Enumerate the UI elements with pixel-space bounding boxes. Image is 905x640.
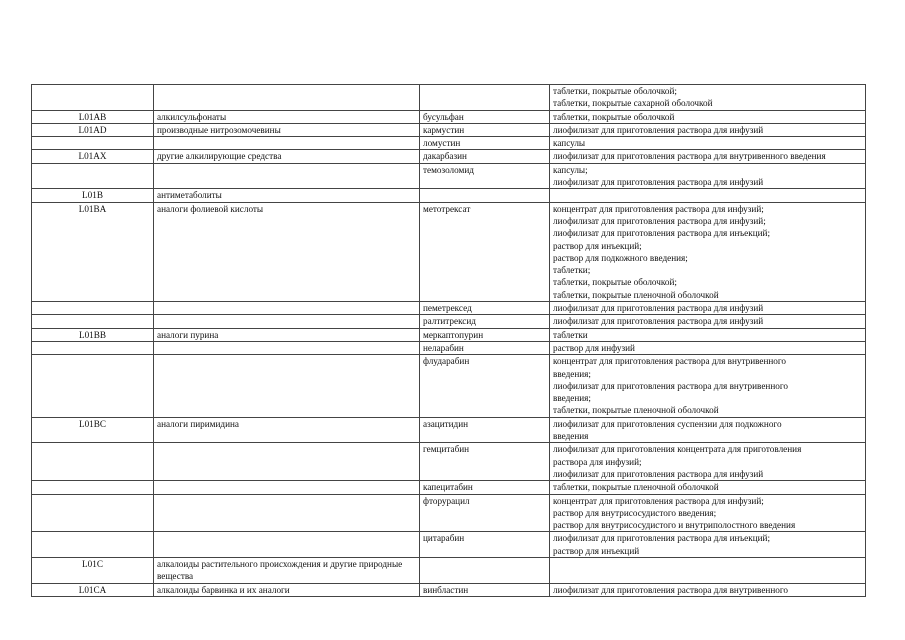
drug-name-cell: кармустин xyxy=(420,123,550,136)
group-name-cell: производные нитрозомочевины xyxy=(154,123,420,136)
atc-code-cell xyxy=(32,302,154,315)
atc-code-cell xyxy=(32,137,154,150)
dosage-forms-cell: лиофилизат для приготовления концентрата для приготовления раствора для инфузий; лиофилизат для приготовления раствора для инфузий xyxy=(550,443,866,481)
drug-name-cell: неларабин xyxy=(420,341,550,354)
drug-name-cell: ломустин xyxy=(420,137,550,150)
drug-name-cell: пеметрексед xyxy=(420,302,550,315)
dosage-forms-cell: лиофилизат для приготовления раствора для внутривенного xyxy=(550,583,866,596)
dosage-forms-cell: концентрат для приготовления раствора для инфузий; лиофилизат для приготовления раствора для инфузий; лиофилизат для приготовления раствора для инъекций; раствор для инъекций; раствор для подкожного введения; таблетки; таблетки, покрытые оболочкой; таблетки, покрытые пленочной оболочкой xyxy=(550,202,866,301)
table-row xyxy=(32,443,866,481)
dosage-forms-cell: лиофилизат для приготовления раствора для инфузий xyxy=(550,123,866,136)
dosage-forms-cell: лиофилизат для приготовления раствора для внутривенного введения xyxy=(550,150,866,163)
atc-code-cell: L01B xyxy=(32,189,154,202)
drug-name-cell xyxy=(420,557,550,583)
atc-code-cell: L01AB xyxy=(32,110,154,123)
table-row xyxy=(32,417,866,443)
group-name-cell: аналоги пурина xyxy=(154,328,420,341)
group-name-cell: антиметаболиты xyxy=(154,189,420,202)
dosage-forms-cell: таблетки, покрытые оболочкой xyxy=(550,110,866,123)
group-name-cell xyxy=(154,137,420,150)
drug-name-cell: темозоломид xyxy=(420,163,550,189)
atc-code-cell: L01CA xyxy=(32,583,154,596)
atc-code-cell xyxy=(32,355,154,417)
group-name-cell: аналоги пиримидина xyxy=(154,417,420,443)
drug-name-cell: азацитидин xyxy=(420,417,550,443)
atc-code-cell xyxy=(32,315,154,328)
drug-table xyxy=(31,84,866,597)
table-row xyxy=(32,315,866,328)
group-name-cell xyxy=(154,163,420,189)
atc-code-cell xyxy=(32,481,154,494)
atc-code-cell: L01AX xyxy=(32,150,154,163)
drug-name-cell: меркаптопурин xyxy=(420,328,550,341)
atc-code-cell xyxy=(32,532,154,558)
atc-code-cell: L01C xyxy=(32,557,154,583)
group-name-cell: алкалоиды растительного происхождения и другие природные вещества xyxy=(154,557,420,583)
table-row xyxy=(32,150,866,163)
table-row xyxy=(32,328,866,341)
table-row xyxy=(32,532,866,558)
group-name-cell: алкалоиды барвинка и их аналоги xyxy=(154,583,420,596)
group-name-cell xyxy=(154,443,420,481)
table-row xyxy=(32,355,866,417)
dosage-forms-cell xyxy=(550,189,866,202)
atc-code-cell xyxy=(32,494,154,532)
table-row xyxy=(32,494,866,532)
group-name-cell xyxy=(154,341,420,354)
table-body xyxy=(32,85,866,597)
dosage-forms-cell xyxy=(550,557,866,583)
dosage-forms-cell: таблетки xyxy=(550,328,866,341)
drug-name-cell xyxy=(420,85,550,111)
dosage-forms-cell: концентрат для приготовления раствора для внутривенного введения; лиофилизат для приготовления раствора для внутривенного введения; таблетки, покрытые пленочной оболочкой xyxy=(550,355,866,417)
drug-name-cell: ралтитрексид xyxy=(420,315,550,328)
dosage-forms-cell: лиофилизат для приготовления суспензии для подкожного введения xyxy=(550,417,866,443)
table-row xyxy=(32,137,866,150)
dosage-forms-cell: концентрат для приготовления раствора для инфузий; раствор для внутрисосудистого введения; раствор для внутрисосудистого и внутриполостного введения xyxy=(550,494,866,532)
table-row xyxy=(32,302,866,315)
dosage-forms-cell: таблетки, покрытые оболочкой; таблетки, покрытые сахарной оболочкой xyxy=(550,85,866,111)
group-name-cell xyxy=(154,302,420,315)
group-name-cell xyxy=(154,494,420,532)
table-row xyxy=(32,583,866,596)
group-name-cell: аналоги фолиевой кислоты xyxy=(154,202,420,301)
table-row xyxy=(32,163,866,189)
atc-code-cell xyxy=(32,443,154,481)
drug-name-cell: цитарабин xyxy=(420,532,550,558)
table-row xyxy=(32,189,866,202)
atc-code-cell: L01BB xyxy=(32,328,154,341)
table-row xyxy=(32,481,866,494)
dosage-forms-cell: лиофилизат для приготовления раствора для инъекций; раствор для инъекций xyxy=(550,532,866,558)
table-row xyxy=(32,110,866,123)
dosage-forms-cell: капсулы; лиофилизат для приготовления раствора для инфузий xyxy=(550,163,866,189)
atc-code-cell: L01BC xyxy=(32,417,154,443)
drug-name-cell: винбластин xyxy=(420,583,550,596)
atc-code-cell xyxy=(32,85,154,111)
group-name-cell xyxy=(154,481,420,494)
dosage-forms-cell: таблетки, покрытые пленочной оболочкой xyxy=(550,481,866,494)
drug-name-cell: гемцитабин xyxy=(420,443,550,481)
drug-name-cell: бусульфан xyxy=(420,110,550,123)
group-name-cell: алкилсульфонаты xyxy=(154,110,420,123)
atc-code-cell xyxy=(32,163,154,189)
drug-name-cell: флударабин xyxy=(420,355,550,417)
table-row xyxy=(32,202,866,301)
group-name-cell xyxy=(154,355,420,417)
group-name-cell xyxy=(154,85,420,111)
drug-name-cell: метотрексат xyxy=(420,202,550,301)
dosage-forms-cell: капсулы xyxy=(550,137,866,150)
table-row xyxy=(32,123,866,136)
drug-name-cell xyxy=(420,189,550,202)
dosage-forms-cell: раствор для инфузий xyxy=(550,341,866,354)
atc-code-cell xyxy=(32,341,154,354)
drug-name-cell: дакарбазин xyxy=(420,150,550,163)
dosage-forms-cell: лиофилизат для приготовления раствора для инфузий xyxy=(550,302,866,315)
atc-code-cell: L01AD xyxy=(32,123,154,136)
drug-name-cell: капецитабин xyxy=(420,481,550,494)
group-name-cell xyxy=(154,315,420,328)
atc-code-cell: L01BA xyxy=(32,202,154,301)
table-row xyxy=(32,85,866,111)
dosage-forms-cell: лиофилизат для приготовления раствора для инфузий xyxy=(550,315,866,328)
table-row xyxy=(32,557,866,583)
table-row xyxy=(32,341,866,354)
group-name-cell: другие алкилирующие средства xyxy=(154,150,420,163)
drug-name-cell: фторурацил xyxy=(420,494,550,532)
group-name-cell xyxy=(154,532,420,558)
